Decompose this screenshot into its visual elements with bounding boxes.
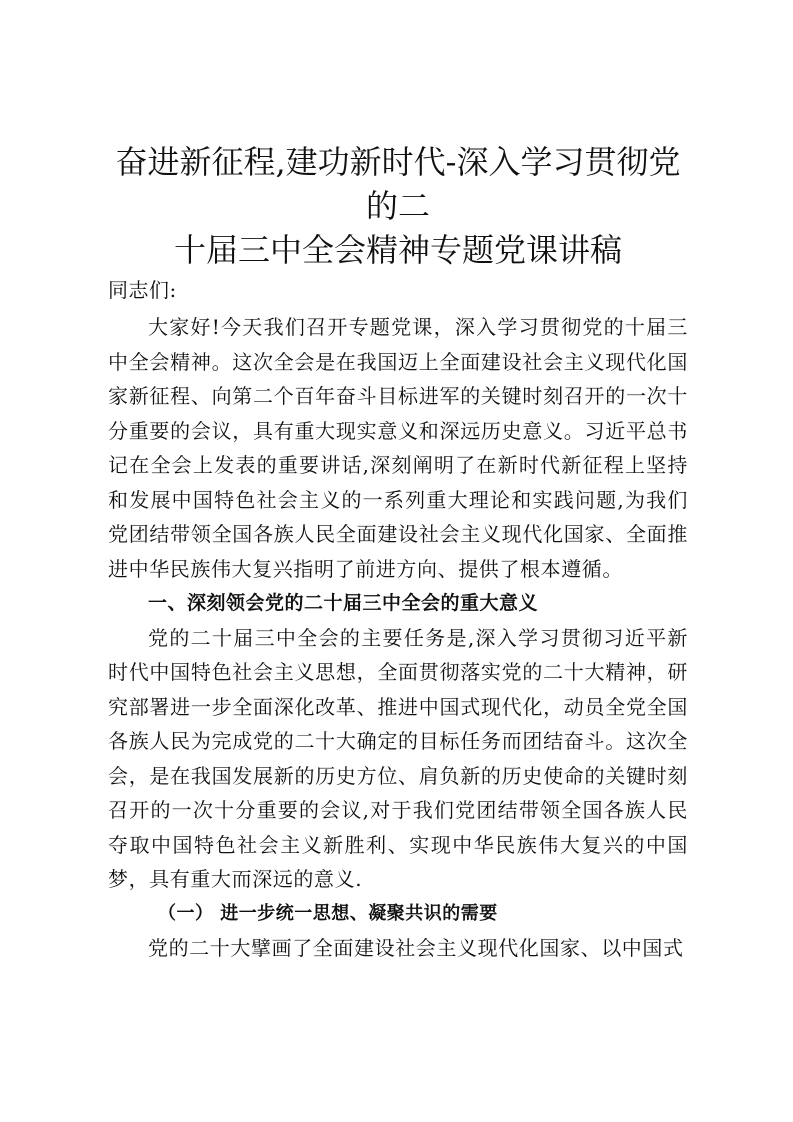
title-line-1: 奋进新征程,建功新时代-深入学习贯彻党的二 <box>115 143 681 225</box>
subsection-1-heading: （一） 进一步统一思想、凝聚共识的需要 <box>158 902 498 924</box>
title-line-2: 十届三中全会精神专题党课讲稿 <box>173 231 622 269</box>
salutation: 同志们: <box>108 278 177 302</box>
document-title <box>108 140 688 272</box>
intro-paragraph: 大家好!今天我们召开专题党课，深入学习贯彻党的十届三中全会精神。这次全会是在我国迈上全面建设社会主义现代化国家新征程、向第二个百年奋斗目标进军的关键时刻召开的一次十分重要的会议，具有重大现实意义和深远历史意义。习近平总书记在全会上发表的重要讲话,深刻阐明了在新时代新征程上坚持和发展中国特色社会主义的一系列重大理论和实践问题,为我们党团结带领全国各族人民全面建设社会主义现代化国家、全面推进中华民族伟大复兴指明了前进方向、提供了根本遵循。 <box>108 315 688 581</box>
subsection-1-paragraph: 党的二十大擘画了全面建设社会主义现代化国家、以中国式 <box>148 936 684 960</box>
section-1-paragraph: 党的二十届三中全会的主要任务是,深入学习贯彻习近平新时代中国特色社会主义思想，全面贯彻落实党的二十大精神，研究部署进一步全面深化改革、推进中国式现代化，动员全党全国各族人民为完成党的二十大确定的目标任务而团结奋斗。这次全会，是在我国发展新的历史方位、肩负新的历史使命的关键时刻召开的一次十分重要的会议,对于我们党团结带领全国各族人民夺取中国特色社会主义新胜利、实现中华民族伟大复兴的中国梦，具有重大而深远的意义. <box>108 625 688 891</box>
section-1-heading: 一、深刻领会党的二十届三中全会的重大意义 <box>148 592 539 614</box>
document-page <box>108 140 688 966</box>
